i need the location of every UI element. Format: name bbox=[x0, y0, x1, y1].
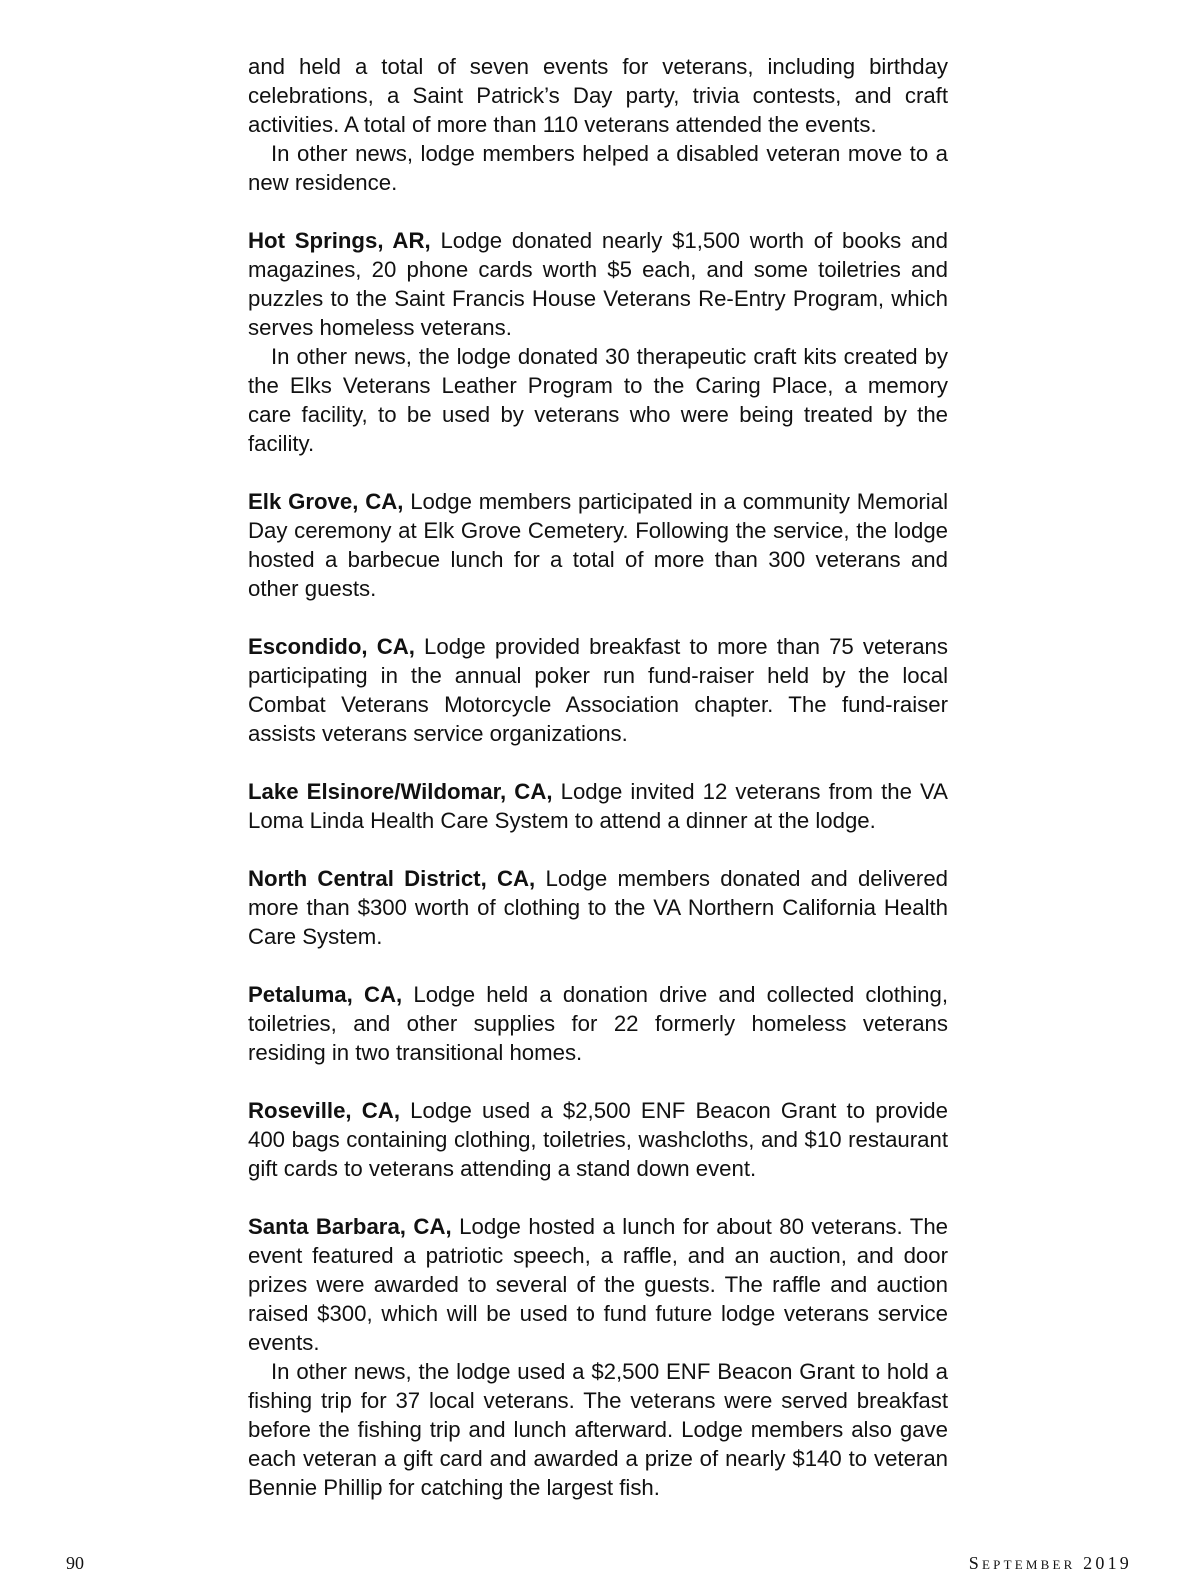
entry-paragraph: In other news, lodge members helped a disabled veteran move to a new residence. bbox=[248, 141, 948, 195]
entry-paragraph: In other news, the lodge used a $2,500 ENF Beacon Grant to hold a fishing trip for 37 local veterans. The veterans were served breakfast before the fishing trip and lunch afterward. Lodge members also gave each veteran a gift card and awarded a prize of nearly $140 to veteran Bennie Phillip for catching the largest fish. bbox=[248, 1359, 948, 1500]
lodge-location: Santa Barbara, CA, bbox=[248, 1214, 452, 1239]
article-column bbox=[248, 52, 948, 1531]
lodge-entry-escondido bbox=[248, 632, 948, 748]
lodge-location: Roseville, CA, bbox=[248, 1098, 400, 1123]
entry-paragraph: Elk Grove, CA, Lodge members participated in a community Memorial Day ceremony at Elk Grove Cemetery. Following the service, the lodge hosted a barbecue lunch for a total of more than 300 veterans and other guests. bbox=[248, 489, 948, 601]
lodge-entry-continued bbox=[248, 52, 948, 197]
lodge-entry-roseville bbox=[248, 1096, 948, 1183]
entry-paragraph: In other news, the lodge donated 30 therapeutic craft kits created by the Elks Veterans Leather Program to the Caring Place, a memory care facility, to be used by veterans who were being treated by the facility. bbox=[248, 344, 948, 456]
entry-paragraph: Roseville, CA, Lodge used a $2,500 ENF Beacon Grant to provide 400 bags containing clothing, toiletries, washcloths, and $10 restaurant gift cards to veterans attending a stand down event. bbox=[248, 1098, 948, 1181]
entry-paragraph: Hot Springs, AR, Lodge donated nearly $1,500 worth of books and magazines, 20 phone cards worth $5 each, and some toiletries and puzzles to the Saint Francis House Veterans Re-Entry Program, which serves homeless veterans. bbox=[248, 228, 948, 340]
entry-paragraph: Escondido, CA, Lodge provided breakfast to more than 75 veterans participating in the annual poker run fund-raiser held by the local Combat Veterans Motorcycle Association chapter. The fund-raiser assists veterans service organizations. bbox=[248, 634, 948, 746]
entry-paragraph: Lake Elsinore/Wildomar, CA, Lodge invited 12 veterans from the VA Loma Linda Health Care System to attend a dinner at the lodge. bbox=[248, 779, 948, 833]
lodge-location: Lake Elsinore/Wildomar, CA, bbox=[248, 779, 553, 804]
lodge-location: Escondido, CA, bbox=[248, 634, 415, 659]
lodge-location: Petaluma, CA, bbox=[248, 982, 403, 1007]
lodge-location: Elk Grove, CA, bbox=[248, 489, 404, 514]
lodge-entry-hot-springs bbox=[248, 226, 948, 458]
lodge-entry-north-central bbox=[248, 864, 948, 951]
lodge-location: North Central District, CA, bbox=[248, 866, 536, 891]
lodge-entry-santa-barbara bbox=[248, 1212, 948, 1502]
issue-date: September 2019 bbox=[968, 1553, 1132, 1573]
lodge-entry-lake-elsinore bbox=[248, 777, 948, 835]
entry-paragraph: Petaluma, CA, Lodge held a donation drive and collected clothing, toiletries, and other supplies for 22 formerly homeless veterans residing in two transitional homes. bbox=[248, 982, 948, 1065]
page-number: 90 bbox=[66, 1553, 84, 1573]
entry-paragraph: Santa Barbara, CA, Lodge hosted a lunch for about 80 veterans. The event featured a patriotic speech, a raffle, and an auction, and door prizes were awarded to several of the guests. The raffle and auction raised $300, which will be used to fund future lodge veterans service events. bbox=[248, 1214, 948, 1355]
lodge-entry-petaluma bbox=[248, 980, 948, 1067]
entry-paragraph: North Central District, CA, Lodge members donated and delivered more than $300 worth of clothing to the VA Northern California Health Care System. bbox=[248, 866, 948, 949]
lodge-entry-elk-grove bbox=[248, 487, 948, 603]
entry-paragraph: and held a total of seven events for veterans, including birthday celebrations, a Saint Patrick’s Day party, trivia contests, and craft activities. A total of more than 110 veterans attended the events. bbox=[248, 54, 948, 137]
lodge-location: Hot Springs, AR, bbox=[248, 228, 431, 253]
